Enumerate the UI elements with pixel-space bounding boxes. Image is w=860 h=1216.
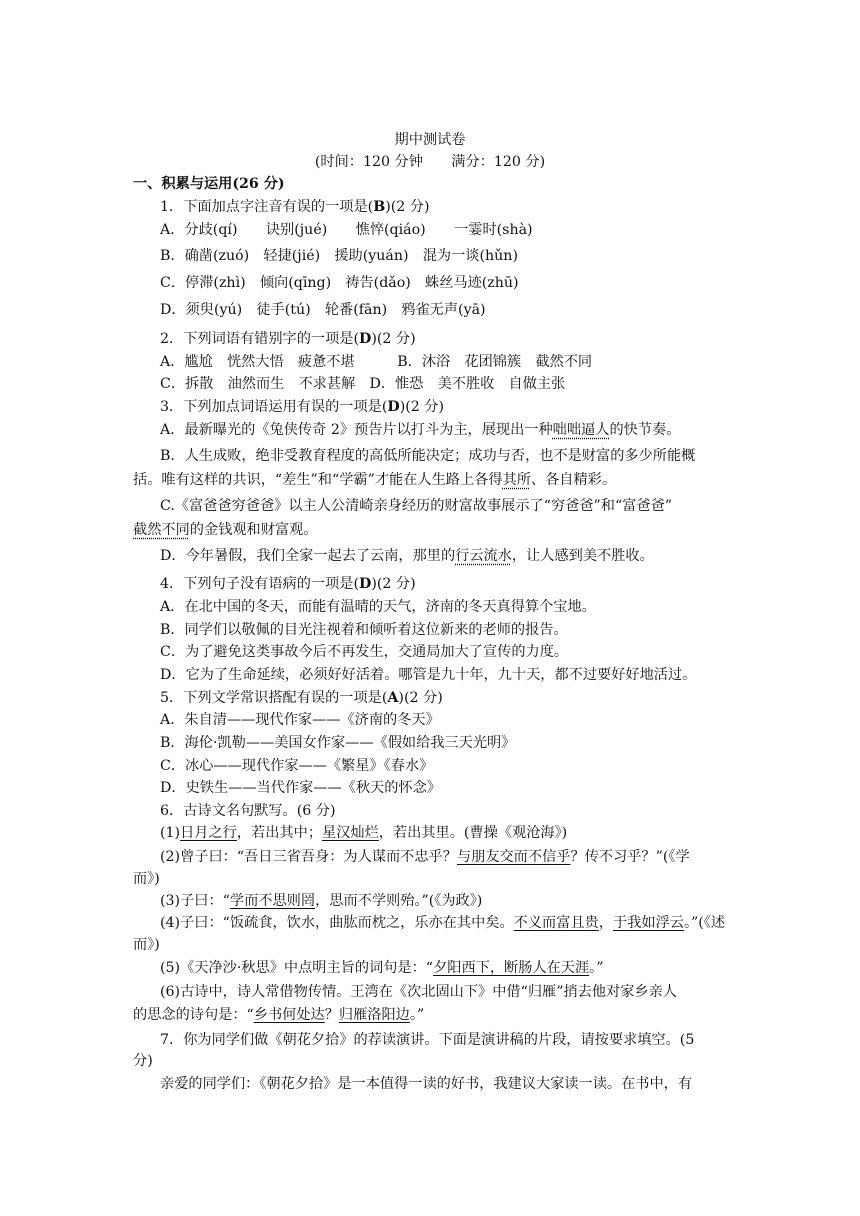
question-4-stem — [160, 574, 416, 594]
question-2-stem — [160, 329, 416, 349]
option-text: A．最新曝光的《兔侠传奇 2》预告片以打斗为主，展现出一种 — [160, 422, 553, 438]
q5-option-d: D．史铁生——当代作家——《秋天的怀念》 — [160, 780, 441, 796]
q6-item-3 — [160, 891, 482, 911]
q5-option-a: A．朱自清——现代作家——《济南的冬天》 — [160, 712, 440, 728]
item-text: (3)子曰：“ — [160, 893, 230, 909]
q1-option-b: B．确凿(zuó) 轻捷(jié) 援助(yuán) 混为一谈(hǔn) — [160, 248, 518, 264]
item-text: ，若出其里。(曹操《观沧海》) — [378, 825, 568, 841]
item-text: (1) — [160, 825, 181, 841]
item-text: 。”(《述 — [683, 915, 726, 931]
filled-answer: 乡书何处达 — [253, 1007, 325, 1023]
question-6-stem: 6．古诗文名句默写。(6 分) — [160, 803, 336, 819]
q5-option-b: B．海伦·凯勒——美国女作家——《假如给我三天光明》 — [160, 735, 516, 751]
item-text: (4)子曰：“饭疏食，饮水，曲肱而枕之，乐亦在其中矣。 — [160, 915, 514, 931]
filled-answer: 日月之行 — [180, 825, 237, 841]
stem-score: )(2 分) — [371, 576, 416, 592]
q6-item-6: (6)古诗中，诗人常借物传情。王湾在《次北固山下》中借“归雁”捎去他对家乡亲人 — [160, 984, 677, 1000]
answer-mark: B — [373, 199, 386, 215]
q2-options-cd: C．拆散 油然而生 不求甚解 D．惟恐 美不胜收 自做主张 — [160, 376, 566, 392]
q7-speech-text: 亲爱的同学们：《朝花夕拾》是一本值得一读的好书，我建议大家读一读。在书中，有 — [160, 1076, 693, 1092]
stem-text: 1．下面加点字注音有误的一项是( — [160, 199, 374, 215]
q5-option-c: C．冰心——现代作家——《繁星》《春水》 — [160, 758, 434, 774]
exam-info: (时间：120 分钟 满分：120 分) — [314, 154, 546, 170]
stem-score: )(2 分) — [371, 331, 416, 347]
filled-answer: 星汉灿烂 — [322, 825, 379, 841]
q4-option-c: C．为了避免这类事故今后不再发生，交通局加大了宣传的力度。 — [160, 644, 569, 660]
answer-mark: A — [387, 690, 399, 706]
option-text: ，让人感到美不胜收。 — [511, 548, 654, 564]
q2-options-ab: A．尴尬 恍然大悟 疲惫不堪 B．沐浴 花团锦簇 截然不同 — [160, 354, 593, 370]
q3-option-a — [160, 420, 680, 440]
item-text: (5)《天净沙·秋思》中点明主旨的词句是：“ — [160, 960, 434, 976]
question-3-stem — [160, 397, 444, 417]
q1-option-a: A．分歧(qí) 诀别(jué) 憔悴(qiáo) 一霎时(shà) — [160, 222, 533, 238]
dotted-word: 截然不同 — [133, 522, 190, 538]
stem-text: 5．下列文学常识搭配有误的一项是( — [160, 690, 388, 706]
q1-option-c: C．停滞(zhì) 倾向(qīng) 祷告(dǎo) 蛛丝马迹(zhū) — [160, 275, 519, 291]
option-text: 的金钱观和财富观。 — [189, 522, 318, 538]
q4-option-d: D．它为了生命延续，必须好好活着。哪管是九十年，九十天，都不过要好好地活过。 — [160, 667, 697, 683]
filled-answer: 夕阳西下，断肠人在天涯 — [433, 960, 590, 976]
stem-text: 3．下列加点词语运用有误的一项是( — [160, 399, 388, 415]
question-1-stem — [160, 197, 430, 217]
question-5-stem — [160, 688, 443, 708]
q3-option-b-line1: B．人生成败，绝非受教育程度的高低所能决定；成功与否，也不是财富的多少所能概 — [160, 448, 696, 464]
q4-option-a: A．在北中国的冬天，而能有温晴的天气，济南的冬天真得算个宝地。 — [160, 599, 596, 615]
q6-item-1 — [160, 823, 567, 843]
q6-item-5 — [160, 958, 603, 978]
option-text: 、各自精彩。 — [530, 472, 617, 488]
answer-mark: D — [387, 399, 400, 415]
q6-item-6-cont — [133, 1005, 424, 1025]
q3-option-c-line2 — [133, 520, 317, 540]
q6-item-2-cont: 而》) — [133, 871, 160, 887]
q6-item-4-cont: 而》) — [133, 937, 160, 953]
option-text: 括。唯有这样的共识，“差生”和“学霸”才能在人生路上各得 — [133, 472, 503, 488]
filled-answer: 不义而富且贵 — [513, 915, 599, 931]
option-text: D．今年暑假，我们全家一起去了云南，那里的 — [160, 548, 456, 564]
filled-answer: 与朋友交而不信乎 — [456, 849, 571, 865]
stem-text: 4．下列句子没有语病的一项是( — [160, 576, 360, 592]
dotted-word: 咄咄逼人 — [552, 422, 610, 438]
item-text: 。” — [589, 960, 604, 976]
section-heading: 一、积累与运用(26 分) — [133, 176, 285, 192]
item-text: ？传不习乎？”(《学 — [570, 849, 690, 865]
q3-option-d — [160, 546, 654, 566]
filled-answer: 于我如浮云 — [613, 915, 684, 931]
stem-score: )(2 分) — [385, 199, 430, 215]
q4-option-b: B．同学们以敬佩的目光注视着和倾听着这位新来的老师的报告。 — [160, 622, 568, 638]
item-text: (2)曾子曰：“吾日三省吾身：为人谋而不忠乎？ — [160, 849, 457, 865]
q6-item-2 — [160, 847, 690, 867]
stem-score: )(2 分) — [398, 690, 443, 706]
q1-option-d: D．须臾(yú) 徒手(tú) 轮番(fān) 鸦雀无声(yā) — [160, 302, 486, 318]
page-title: 期中测试卷 — [394, 132, 466, 148]
item-text: ？ — [324, 1007, 339, 1023]
item-text: ， — [598, 915, 614, 931]
item-text: 。” — [409, 1007, 425, 1023]
question-7-stem: 7．你为同学们做《朝花夕拾》的荐读演讲。下面是演讲稿的片段，请按要求填空。(5 — [160, 1032, 695, 1048]
stem-score: )(2 分) — [399, 399, 445, 415]
answer-mark: D — [359, 576, 372, 592]
q6-item-4 — [160, 913, 725, 933]
answer-mark: D — [359, 331, 372, 347]
item-text: 的思念的诗句是：“ — [133, 1007, 254, 1023]
filled-answer: 学而不思则罔 — [229, 893, 316, 909]
item-text: ，思而不学则殆。”(《为政》) — [315, 893, 483, 909]
filled-answer: 归雁洛阳边 — [338, 1007, 410, 1023]
stem-text: 2．下列词语有错别字的一项是( — [160, 331, 360, 347]
q3-option-b-line2 — [133, 470, 616, 490]
dotted-word: 行云流水 — [455, 548, 512, 564]
item-text: ，若出其中； — [236, 825, 323, 841]
question-7-stem-cont: 分) — [133, 1053, 153, 1069]
q3-option-c-line1: C.《富爸爸穷爸爸》以主人公清崎亲身经历的财富故事展示了“穷爸爸”和“富爸爸” — [160, 498, 673, 514]
dotted-word: 其所 — [502, 472, 531, 488]
option-text: 的快节奏。 — [609, 422, 681, 438]
